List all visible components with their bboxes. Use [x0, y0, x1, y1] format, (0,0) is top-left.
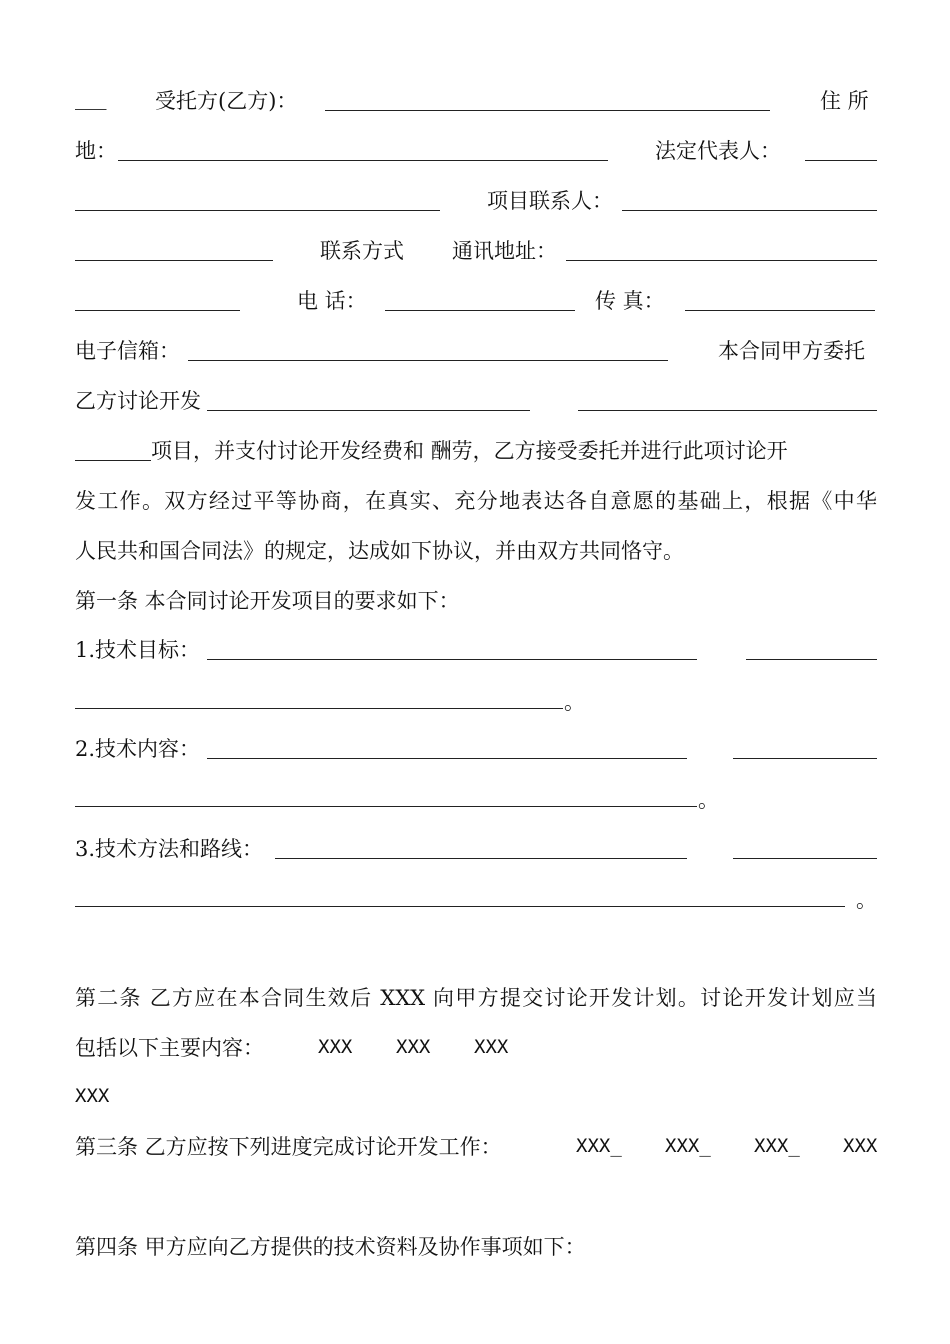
blank-underscore: ___: [75, 86, 107, 110]
tech-method-blank-1: [275, 858, 687, 859]
article-1-title: 第一条 本合同讨论开发项目的要求如下：: [75, 589, 460, 613]
tech-method-blank-2: [733, 858, 877, 859]
tech-method-label: 3.技术方法和路线：: [75, 837, 264, 861]
tech-goal-label: 1.技术目标：: [75, 638, 201, 662]
article-2-xxx-3: XXX: [474, 1036, 509, 1058]
mailing-address-blank: [566, 260, 877, 261]
tech-content-blank-1: [207, 758, 687, 759]
trustee-label: 受托方(乙方)：: [155, 89, 298, 113]
tech-method-period: 。: [856, 888, 877, 912]
article-3-text: 第三条 乙方应按下列进度完成讨论开发工作：: [75, 1135, 502, 1159]
trustee-blank: [325, 110, 770, 111]
tech-content-period: 。: [698, 788, 719, 812]
residence-label: 住 所: [820, 89, 869, 113]
contact-method-label: 联系方式: [320, 239, 404, 263]
para-line-8: 项目，并支付讨论开发经费和 酬劳，乙方接受委托并进行此项讨论开: [151, 439, 788, 463]
tech-content-blank-2: [733, 758, 877, 759]
article-4-text: 第四条 甲方应向乙方提供的技术资料及协作事项如下：: [75, 1235, 586, 1259]
article-3-xxx-4: XXX: [843, 1135, 878, 1157]
article-2-xxx-2: XXX: [396, 1036, 431, 1058]
blank-line-5: [75, 310, 240, 311]
para-line-10: 人民共和国合同法》的规定，达成如下协议，并由双方共同恪守。: [75, 539, 684, 563]
residence-blank: [118, 160, 608, 161]
article-2-xxx-4: XXX: [75, 1085, 110, 1107]
article-3-xxx-3: XXX_: [754, 1135, 800, 1157]
project-name-blank-1: [207, 410, 530, 411]
tech-goal-period: 。: [564, 690, 585, 714]
legal-rep-blank: [805, 160, 877, 161]
blank-line-3: [75, 210, 440, 211]
project-name-blank-2: [578, 410, 877, 411]
legal-rep-label: 法定代表人：: [655, 139, 781, 163]
tech-content-label: 2.技术内容：: [75, 737, 201, 761]
mailing-address-label: 通讯地址：: [452, 239, 557, 263]
para-line-9: 发工作。双方经过平等协商，在真实、充分地表达各自意愿的基础上，根据《中华: [75, 489, 877, 513]
fax-label: 传 真：: [595, 289, 665, 313]
tech-goal-blank-3: [75, 708, 563, 709]
project-contact-blank: [622, 210, 877, 211]
article-2-line-2: 包括以下主要内容：: [75, 1036, 264, 1060]
blank-line-4: [75, 260, 273, 261]
residence-label-cont: 地：: [75, 139, 117, 163]
tech-goal-blank-1: [207, 659, 697, 660]
article-2-line-1: 第二条 乙方应在本合同生效后 XXX 向甲方提交讨论开发计划。讨论开发计划应当: [75, 986, 877, 1010]
project-contact-label: 项目联系人：: [487, 189, 613, 213]
article-3-xxx-1: XXX_: [576, 1135, 622, 1157]
tech-goal-blank-2: [746, 659, 877, 660]
tech-content-blank-3: [75, 806, 697, 807]
article-2-xxx-1: XXX: [318, 1036, 353, 1058]
entrust-text: 本合同甲方委托: [718, 339, 865, 363]
project-name-blank-3: [75, 460, 151, 461]
party-b-research-text: 乙方讨论开发: [75, 389, 201, 413]
email-blank: [188, 360, 668, 361]
article-3-xxx-2: XXX_: [665, 1135, 711, 1157]
fax-blank: [685, 310, 875, 311]
email-label: 电子信箱：: [75, 339, 180, 363]
phone-label: 电 话：: [297, 289, 367, 313]
tech-method-blank-3: [75, 906, 845, 907]
phone-blank: [385, 310, 575, 311]
